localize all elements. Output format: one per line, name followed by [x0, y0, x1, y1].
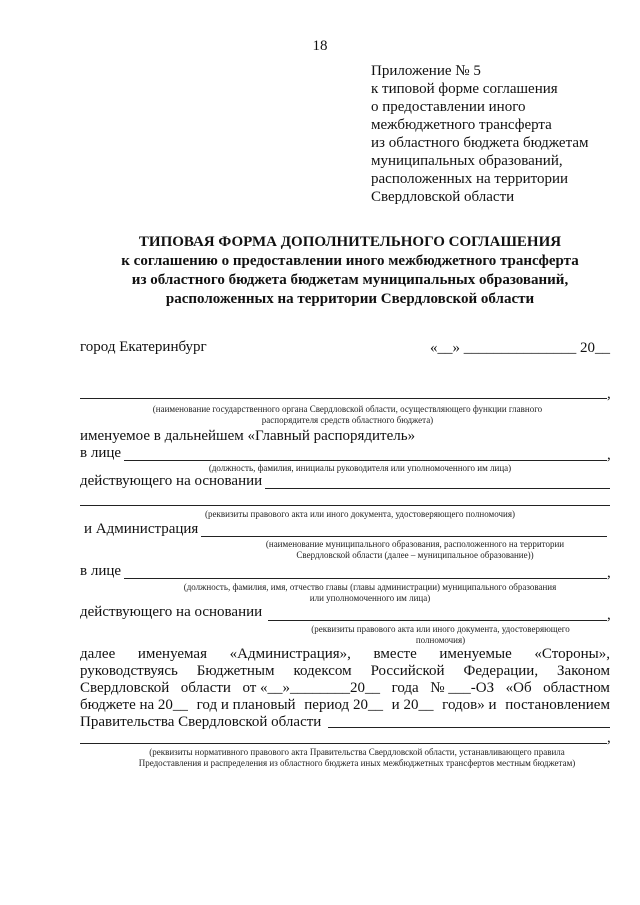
person-hint: (должность, фамилия, инициалы руководителя или уполномоченного им лица) — [208, 463, 512, 473]
basis-field-continued[interactable] — [80, 505, 610, 506]
document-title — [60, 233, 640, 309]
admin-hint: (наименование муниципального образования, расположенного на территории Свердловской области (далее – муниципальное образование)) — [265, 539, 565, 560]
comma: , — [607, 730, 611, 746]
paragraph-line: бюджете на 20__ год и плановый период 20__ и 20__ годов» и постановлением — [80, 697, 610, 713]
paragraph-line: далее именуемая «Администрация», вместе именуемые «Стороны», — [80, 646, 610, 662]
date-field[interactable]: «__» _______________ 20__ — [430, 340, 610, 356]
basis-hint: (реквизиты правового акта или иного документа, удостоверяющего полномочия) — [205, 509, 515, 519]
basis2-label: действующего на основании — [80, 604, 263, 620]
appendix-line: о предоставлении иного — [371, 99, 526, 115]
admin-label: и Администрация — [84, 521, 199, 537]
city: город Екатеринбург — [80, 339, 207, 355]
appendix-line: расположенных на территории — [371, 171, 569, 187]
regulation-field[interactable] — [328, 727, 610, 728]
comma: , — [607, 607, 611, 623]
org-name-field[interactable] — [80, 398, 607, 399]
agreement-paragraph — [80, 646, 610, 731]
admin-field[interactable] — [201, 536, 607, 537]
appendix-line: Приложение № 5 — [371, 63, 481, 79]
appendix-block — [371, 62, 588, 206]
paragraph-line: Свердловской области от «__»________20__ года № ___-ОЗ «Об областном — [80, 680, 610, 696]
regulation-field-continued[interactable] — [80, 743, 607, 744]
person2-label: в лице — [80, 563, 122, 579]
comma: , — [607, 447, 611, 463]
basis2-hint: (реквизиты правового акта или иного документа, удостоверяющего полномочия) — [311, 624, 570, 645]
title-line: к соглашению о предоставлении иного межбюджетного трансферта — [121, 253, 579, 269]
appendix-line: к типовой форме соглашения — [371, 81, 558, 97]
paragraph-line: руководствуясь Бюджетным кодексом Российской Федерации, Законом — [80, 663, 610, 679]
appendix-line: Свердловской области — [371, 189, 515, 205]
basis-field[interactable] — [265, 488, 610, 489]
page-number: 18 — [312, 38, 328, 54]
comma: , — [607, 565, 611, 581]
comma: , — [607, 386, 611, 402]
appendix-line: межбюджетного трансферта — [371, 117, 552, 133]
paragraph-line: Правительства Свердловской области — [80, 714, 322, 730]
appendix-line: из областного бюджета бюджетам — [371, 135, 589, 151]
appendix-line: муниципальных образований, — [371, 153, 563, 169]
person2-hint: (должность, фамилия, имя, отчество главы (главы администрации) муниципального образования или уполномоченного им лица) — [183, 582, 557, 603]
title-line: расположенных на территории Свердловской области — [165, 291, 535, 307]
named-as-text: именуемое в дальнейшем «Главный распорядитель» — [80, 428, 416, 444]
person2-field[interactable] — [124, 578, 607, 579]
title-line: ТИПОВАЯ ФОРМА ДОПОЛНИТЕЛЬНОГО СОГЛАШЕНИЯ — [138, 234, 562, 250]
basis-label: действующего на основании — [80, 473, 263, 489]
org-name-hint: (наименование государственного органа Свердловской области, осуществляющего функции главного распорядителя средств областного бюджета) — [152, 404, 543, 425]
person-label: в лице — [80, 445, 122, 461]
person-field[interactable] — [124, 460, 607, 461]
regulation-hint: (реквизиты нормативного правового акта Правительства Свердловской области, устанавливающего правила Предоставления и распределения из областного бюджета иных межбюджетных трансфертов местным бюджетам) — [138, 747, 576, 768]
title-line: из областного бюджета бюджетам муниципальных образований, — [131, 272, 569, 288]
basis2-field[interactable] — [268, 620, 607, 621]
